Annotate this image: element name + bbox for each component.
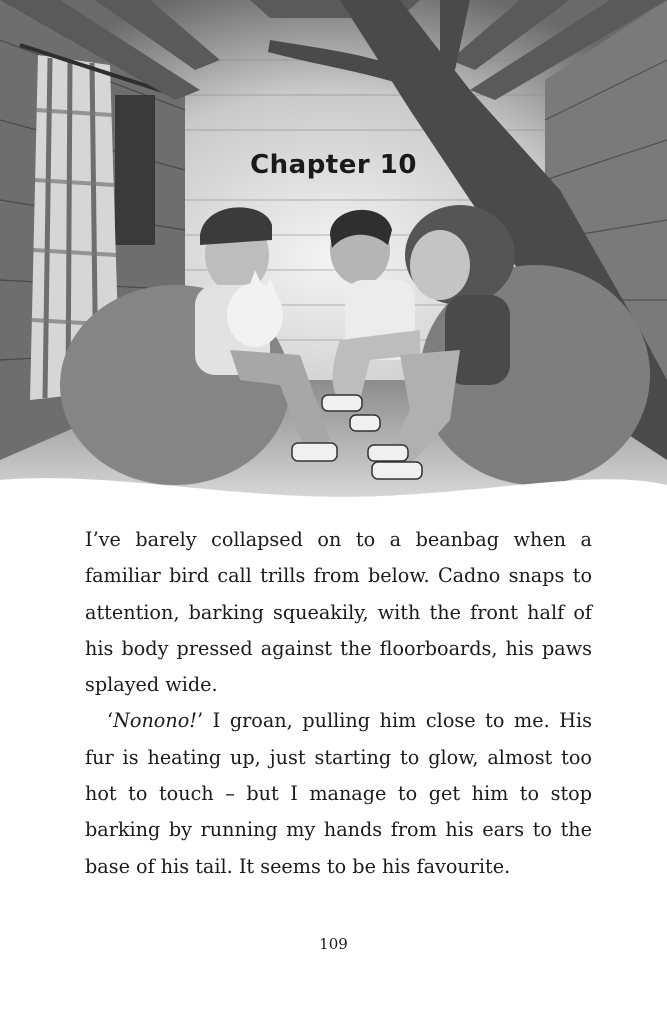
paragraph-2 [85, 703, 592, 884]
chapter-title: Chapter 10 [250, 150, 417, 180]
paragraph-1: I’ve barely collapsed on to a beanbag when a familiar bird call trills from below. Cadno snaps to attention, barking squeakily, with the front half of his body pressed against the floorboards, his paws splayed wide. [85, 528, 592, 697]
italic-exclamation: Nonono! [113, 709, 197, 733]
page-number: 109 [319, 935, 348, 953]
chapter-illustration [0, 0, 667, 505]
paragraph-2-rest: ’ I groan, pulling him close to me. His fur is heating up, just starting to glow, almost too hot to touch – but I manage to get him to stop barking by running my hands from his ears to the base of his tail. It seems to be his favourite. [85, 709, 592, 878]
body-text [85, 522, 592, 885]
quote-open: ‘ [107, 709, 114, 733]
treehouse-scene [0, 0, 667, 505]
